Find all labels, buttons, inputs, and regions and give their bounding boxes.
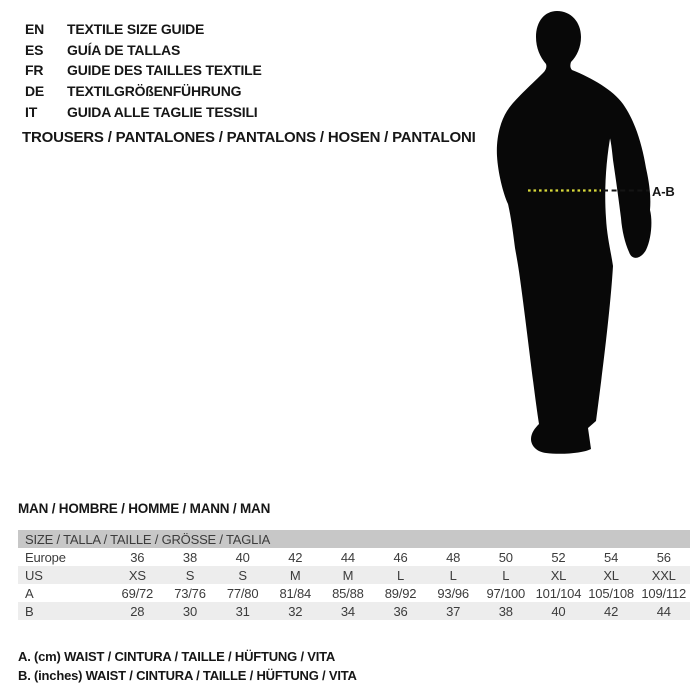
size-cell: 69/72 [121,585,154,601]
size-cell: 38 [498,603,513,619]
size-cell: M [289,567,301,583]
size-cell: 105/108 [588,585,634,601]
size-cell: XL [603,567,619,583]
size-cell: 42 [604,603,619,619]
size-cell: 34 [340,603,355,619]
language-label: GUIDE DES TAILLES TEXTILE [67,62,262,79]
size-cell: 44 [656,603,671,619]
section-title: MAN / HOMBRE / HOMME / MANN / MAN [18,501,271,516]
language-code: DE [25,83,45,100]
size-cell: S [185,567,195,583]
size-cell: 85/88 [332,585,364,601]
size-table-row-a [18,584,690,602]
size-cell: 28 [130,603,145,619]
size-cell: M [342,567,354,583]
size-cell: 37 [446,603,461,619]
size-table-row-europe [18,548,690,566]
size-cell: XS [128,567,146,583]
size-cell: L [502,567,510,583]
size-cell: 32 [288,603,303,619]
size-cell: 44 [340,549,355,565]
language-label: TEXTILGRÖßENFÜHRUNG [67,83,242,100]
size-cell: L [449,567,457,583]
size-cell: 73/76 [174,585,206,601]
size-cell: 97/100 [486,585,526,601]
size-cell: 77/80 [226,585,259,601]
size-cell: 52 [551,549,566,565]
size-table-header [18,530,690,548]
size-cell: 31 [235,603,250,619]
size-cell: L [397,567,405,583]
size-cell: 56 [656,549,671,565]
man-silhouette [497,11,652,454]
row-label: B [25,603,34,619]
category-title: TROUSERS / PANTALONES / PANTALONS / HOSEN / PANTALONI [22,129,476,146]
size-cell: 30 [182,603,197,619]
size-cell: 109/112 [641,585,687,601]
size-cell: S [238,567,247,583]
size-table-row-us [18,566,690,584]
row-label: A [25,585,34,601]
language-code: FR [25,62,44,79]
size-cell: 36 [393,603,408,619]
language-label: GUÍA DE TALLAS [67,41,181,58]
language-code: ES [25,41,44,58]
language-label: TEXTILE SIZE GUIDE [67,21,205,38]
size-table-body [18,548,690,620]
size-cell: 89/92 [384,585,417,601]
language-code: EN [25,21,45,38]
footnotes [18,647,357,685]
size-cell: 101/104 [535,585,582,601]
size-cell: 54 [604,549,619,565]
size-cell: 48 [446,549,461,565]
size-table [18,530,690,620]
footnote-a: A. (cm) WAIST / CINTURA / TAILLE / HÜFTUNG / VITA [18,649,336,664]
size-cell: 81/84 [279,585,312,601]
size-cell: 93/96 [437,585,469,601]
size-cell: 50 [498,549,513,565]
size-cell: XL [550,567,567,583]
size-table-row-b [18,602,690,620]
language-code: IT [25,103,38,120]
size-cell: 36 [130,549,145,565]
size-cell: 40 [551,603,566,619]
footnote-b: B. (inches) WAIST / CINTURA / TAILLE / HÜFTUNG / VITA [18,668,357,683]
size-cell: 42 [288,549,303,565]
size-cell: 38 [182,549,197,565]
row-label: US [25,567,43,583]
row-label: Europe [25,549,66,565]
measure-label: A-B [652,184,675,199]
size-cell: XXL [651,567,676,583]
size-cell: 40 [235,549,250,565]
size-table-header-label: SIZE / TALLA / TAILLE / GRÖSSE / TAGLIA [25,531,271,547]
language-label: GUIDA ALLE TAGLIE TESSILI [67,103,258,120]
size-cell: 46 [393,549,408,565]
